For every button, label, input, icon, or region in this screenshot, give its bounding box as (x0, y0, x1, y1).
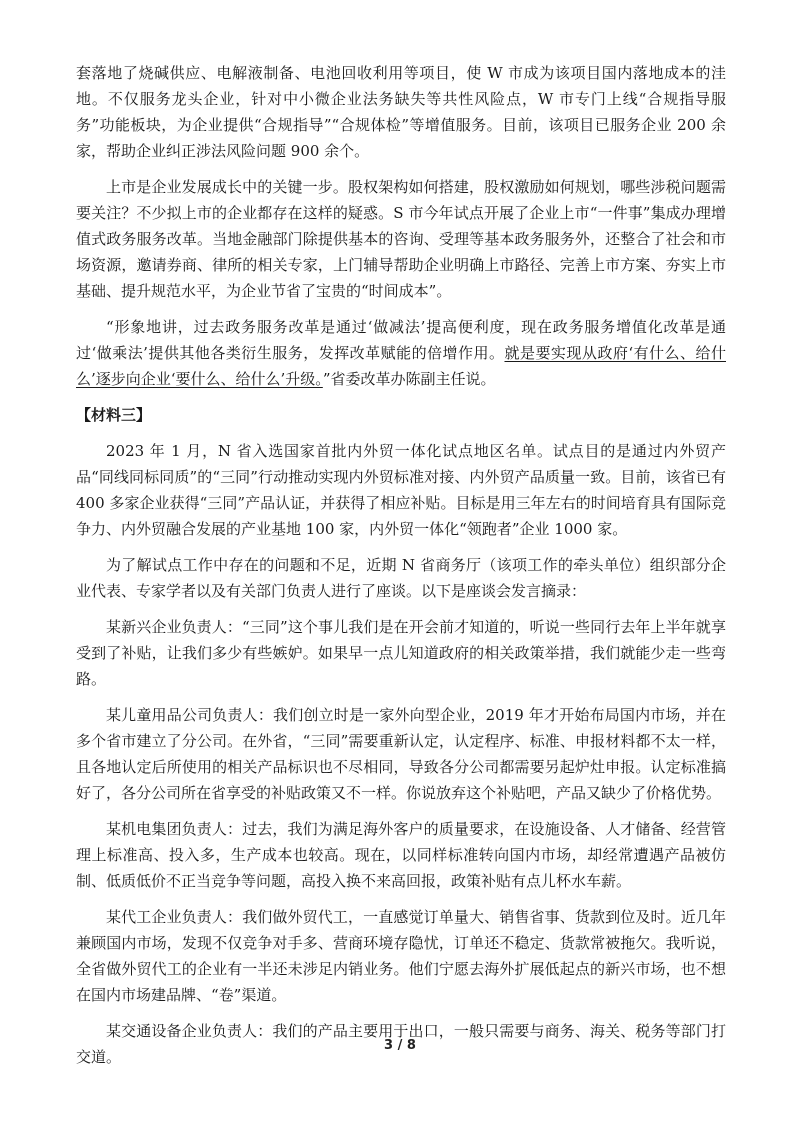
paragraph-3 (76, 314, 726, 392)
paragraph-3-text-a: “形象地讲，过去政务服务改革是通过‘做减法’提高便利度，现在政务服务增值化改革是通过‘做乘法’提供其他各类衍生服务，发挥改革赋能的倍增作用。 (76, 318, 726, 362)
paragraph-10: 某交通设备企业负责人：我们的产品主要用于出口，一般只需要与商务、海关、税务等部门打交道。 (76, 1022, 726, 1066)
paragraph-3-text-c: ”省委改革办陈副主任说。 (322, 370, 496, 388)
section-heading: 【材料三】 (76, 406, 152, 424)
paragraph-7: 某儿童用品公司负责人：我们创立时是一家外向型企业，2019 年才开始布局国内市场，并在多个省市建立了分公司。在外省，“三同”需要重新认定，认定程序、标准、申报材料都不太一样，且各地认定后所使用的相关产品标识也不尽相同，导致各分公司都需要另起炉灶申报。认定标准搞好了，各分公司所在省享受的补贴政策又不一样。你说放弃这个补贴吧，产品又缺少了价格优势。 (76, 706, 726, 802)
paragraph-1: 套落地了烧碱供应、电解液制备、电池回收利用等项目，使 W 市成为该项目国内落地成本的洼地。不仅服务龙头企业，针对中小微企业法务缺失等共性风险点，W 市专门上线“合规指导服务”功能板块，为企业提供“合规指导”“合规体检”等增值服务。目前，该项目已服务企业 200 余家，帮助企业纠正涉法风险问题 900 余个。 (76, 64, 726, 160)
paragraph-5: 为了解试点工作中存在的问题和不足，近期 N 省商务厅（该项工作的牵头单位）组织部分企业代表、专家学者以及有关部门负责人进行了座谈。以下是座谈会发言摘录： (76, 556, 726, 600)
paragraph-9: 某代工企业负责人：我们做外贸代工，一直感觉订单量大、销售省事、货款到位及时。近几年兼顾国内市场，发现不仅竞争对手多、营商环境存隐忧，订单还不稳定、货款常被拖欠。我听说，全省做外贸代工的企业有一半还未涉足内销业务。他们宁愿去海外扩展低起点的新兴市场，也不想在国内市场建品牌、“卷”渠道。 (76, 908, 726, 1004)
paragraph-6: 某新兴企业负责人：“三同”这个事儿我们是在开会前才知道的，听说一些同行去年上半年就享受到了补贴，让我们多少有些嫉妒。如果早一点儿知道政府的相关政策举措，我们就能少走一些弯路。 (76, 618, 726, 688)
document-body (76, 60, 726, 1080)
page-number: 3 / 8 (384, 1038, 416, 1053)
paragraph-8: 某机电集团负责人：过去，我们为满足海外客户的质量要求，在设施设备、人才储备、经营管理上标准高、投入多，生产成本也较高。现在，以同样标准转向国内市场，却经常遭遇产品被仿制、低质低价不正当竞争等问题，高投入换不来高回报，政策补贴有点儿杯水车薪。 (76, 820, 726, 890)
paragraph-2: 上市是企业发展成长中的关键一步。股权架构如何搭建，股权激励如何规划，哪些涉税问题需要关注？不少拟上市的企业都存在这样的疑惑。S 市今年试点开展了企业上市“一件事”集成办理增值式政务服务改革。当地金融部门除提供基本的咨询、受理等基本政务服务外，还整合了社会和市场资源，邀请券商、律所的相关专家，上门辅导帮助企业明确上市路径、完善上市方案、夯实上市基础、提升规范水平，为企业节省了宝贵的“时间成本”。 (76, 178, 726, 300)
paragraph-4: 2023 年 1 月，N 省入选国家首批内外贸一体化试点地区名单。试点目的是通过内外贸产品“同线同标同质”的“三同”行动推动实现内外贸标准对接、内外贸产品质量一致。目前，该省已有 400 多家企业获得“三同”产品认证，并获得了相应补贴。目标是用三年左右的时间培育具有国际竞争力、内外贸融合发展的产业基地 100 家，内外贸一体化“领跑者”企业 1000 家。 (76, 442, 726, 538)
underlined-sentence: 就是要实现从政府‘有什么、给什么’逐步向企业‘要什么、给什么’升级。 (76, 344, 726, 388)
